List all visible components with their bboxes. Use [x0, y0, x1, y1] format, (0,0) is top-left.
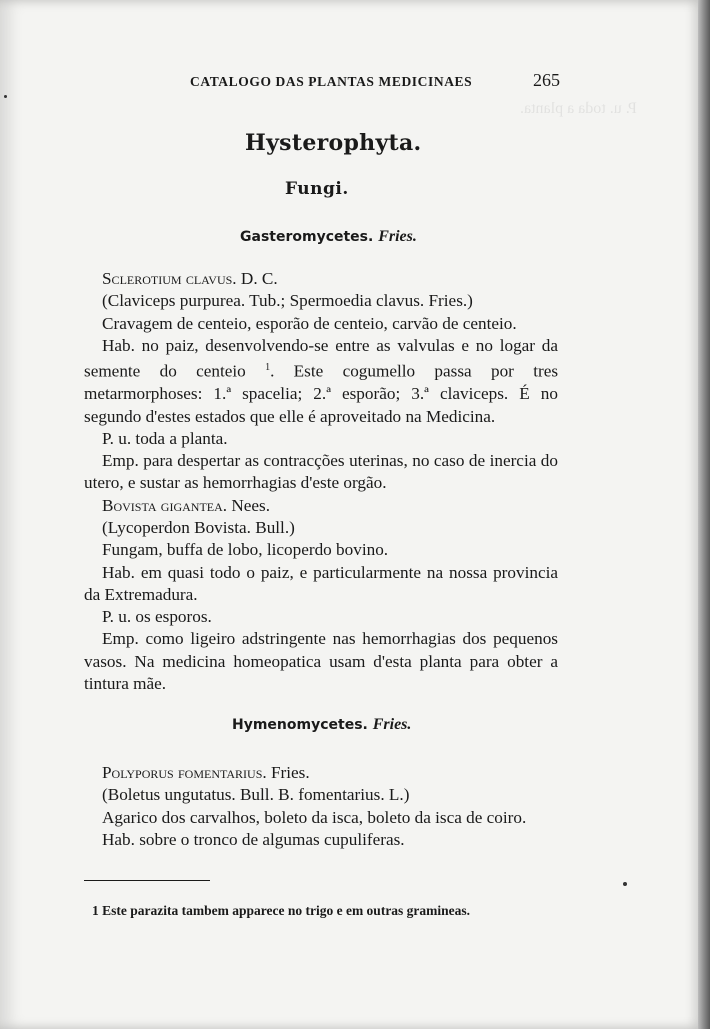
species-author: D. C.: [236, 269, 278, 288]
show-through: P. u. toda a planta.: [520, 100, 637, 117]
species-name: Polyporus fomentarius.: [102, 763, 267, 782]
paragraph: Hab. em quasi todo o paiz, e particularmente na nossa provincia da Extremadura.: [84, 562, 558, 604]
print-speck: [4, 95, 7, 98]
family-name: Hymenomycetes.: [232, 717, 368, 733]
print-speck: [623, 882, 627, 886]
paragraph: Fungam, buffa de lobo, licoperdo bovino.: [102, 540, 389, 560]
paragraph: Hab. sobre o tronco de algumas cupuliferas.: [102, 829, 405, 849]
paragraph: Cravagem de centeio, esporão de centeio, carvão de centeio.: [102, 313, 517, 333]
family-name: Gasteromycetes.: [240, 229, 374, 245]
family-author: Fries.: [372, 716, 412, 733]
family-heading: [232, 716, 411, 734]
species-entry: [84, 495, 558, 517]
paragraph: P. u. toda a planta.: [102, 428, 228, 448]
paragraph: Emp. para despertar as contracções uterinas, no caso de inercia do utero, e sustar as hemorrhagias d'este orgão.: [84, 451, 558, 493]
section-title: Hysterophyta.: [245, 130, 422, 156]
footnote-marker[interactable]: 1: [265, 362, 271, 374]
paragraph: Emp. como ligeiro adstringente nas hemorrhagias dos pequenos vasos. Na medicina homeopatica usam d'esta planta para obter a tintura mãe.: [84, 629, 558, 694]
paragraph: (Claviceps purpurea. Tub.; Spermoedia clavus. Fries.): [102, 291, 473, 311]
species-name: Bovista gigantea.: [102, 495, 228, 515]
family-author: Fries.: [378, 228, 417, 245]
species-entry: [84, 762, 558, 784]
paragraph: (Lycoperdon Bovista. Bull.): [102, 518, 295, 537]
footnote: 1 Este parazita tambem apparece no trigo e em outras gramineas.: [92, 903, 471, 918]
paragraph: (Boletus ungutatus. Bull. B. fomentarius. L.): [102, 785, 410, 805]
species-entry: [84, 268, 558, 290]
paragraph-text: Este cogumello passa por tres metarmorphoses: 1.ª spacelia; 2.ª esporão; 3.ª claviceps. É no segundo d'estes estados que elle é aproveitado na Medicina.: [84, 361, 559, 426]
text-block-hymenomycetes: [84, 762, 558, 851]
text-block-gasteromycetes: [84, 268, 558, 695]
subsection-title: Fungi.: [285, 179, 349, 199]
paragraph: Agarico dos carvalhos, boleto da isca, boleto da isca de coiro.: [102, 807, 527, 827]
paragraph: P. u. os esporos.: [102, 607, 212, 627]
paragraph-text: Hab. no paiz, desenvolvendo-se entre as valvulas e no logar da semente do centeio: [84, 335, 558, 381]
species-name: Sclerotium clavus.: [102, 269, 237, 288]
species-author: Fries.: [266, 763, 310, 782]
species-author: Nees.: [227, 495, 271, 515]
page-edge-shadow: [698, 0, 710, 1029]
paragraph: Hab. no paiz, desenvolvendo-se entre as valvulas e no logar da semente do centeio $^1$. Este cogumello passa por tres metarmorphoses: 1.ª spacelia; 2.ª esporão; 3.ª claviceps. É no segundo d'estes estados que elle é aproveitado na Medicina.: [84, 335, 559, 426]
page-number: 265: [533, 70, 560, 90]
footnote-divider: [84, 880, 210, 881]
family-heading: [240, 228, 417, 246]
running-title: CATALOGO DAS PLANTAS MEDICINAES: [190, 74, 473, 89]
